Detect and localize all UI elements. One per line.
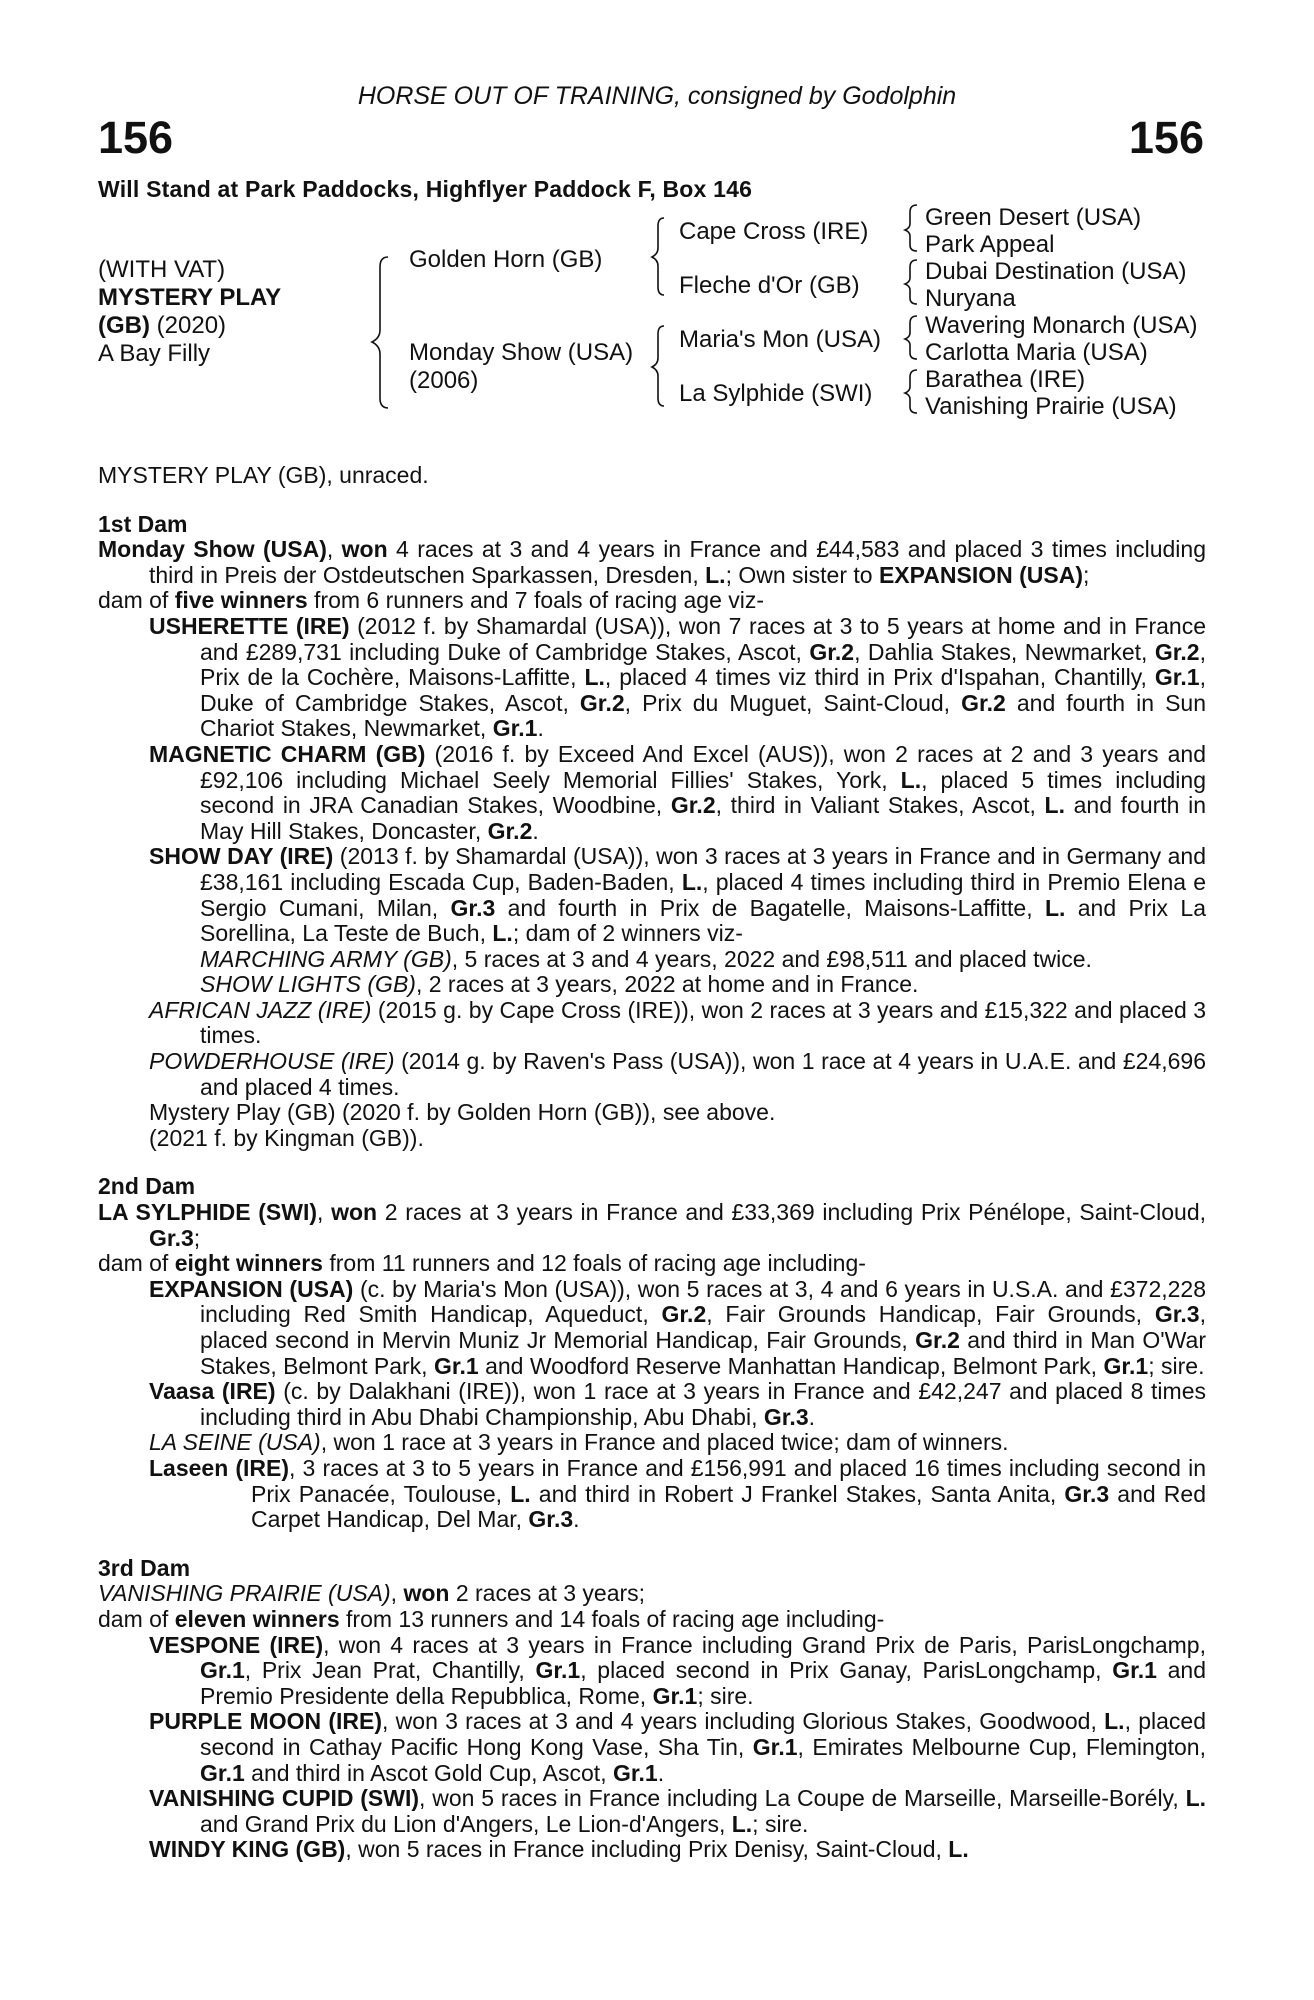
text: , placed second in Cathay Pacific Hong Kong Vase, Sha Tin, xyxy=(200,1708,1207,1760)
text: and Woodford Reserve Manhattan Handicap, Belmont Park, xyxy=(478,1352,1104,1379)
text: 2 races at 3 years; xyxy=(449,1580,646,1607)
text: and fourth in Prix de Bagatelle, Maisons-Laffitte, xyxy=(495,894,1045,921)
produce-name: USHERETTE (IRE) xyxy=(149,612,350,639)
grade: L. xyxy=(681,868,703,895)
text: from 6 runners and 7 foals of racing age viz- xyxy=(307,587,765,614)
text: . xyxy=(532,817,539,844)
produce-name: LA SEINE (USA) xyxy=(149,1429,321,1456)
grade: L. xyxy=(1044,894,1066,921)
grade: Gr.3 xyxy=(528,1506,574,1533)
text: , Prix Jean Prat, Chantilly, xyxy=(244,1657,536,1684)
produce-name: SHOW LIGHTS (GB) xyxy=(200,971,416,998)
grand-produce-entry xyxy=(98,1456,1206,1533)
text: and fourth in Sun Chariot Stakes, Newmarket, xyxy=(200,689,1206,742)
grade: Gr.3 xyxy=(450,894,496,921)
grade: Gr.1 xyxy=(1112,1657,1157,1684)
dam-dam: La Sylphide (SWI) xyxy=(679,380,873,407)
won: won xyxy=(331,1199,378,1226)
bracket-main xyxy=(372,257,388,408)
grade: Gr.1 xyxy=(752,1733,798,1760)
produce-name: PURPLE MOON (IRE) xyxy=(149,1708,383,1735)
third-dam-record xyxy=(98,1581,1206,1607)
text: , Prix de la Cochère, Maisons-Laffitte, xyxy=(200,638,1206,691)
produce-name: VESPONE (IRE) xyxy=(149,1631,324,1658)
winners-count: eleven winners xyxy=(174,1605,340,1632)
text: ; xyxy=(1083,561,1090,588)
bracket-g4 xyxy=(905,370,917,413)
second-dam-record: LA SYLPHIDE (SWI), won 2 races at 3 years in France and £33,369 including Prix Pénélope, Saint-Cloud, Gr.3; xyxy=(98,1199,1207,1251)
produce-entry xyxy=(98,1633,1206,1710)
text: dam of xyxy=(98,1605,175,1632)
sire-sire: Cape Cross (IRE) xyxy=(679,218,869,245)
second-dam-name: LA SYLPHIDE (SWI) xyxy=(98,1199,317,1226)
text: ; dam of 2 winners viz- xyxy=(512,920,743,947)
produce-name: MARCHING ARMY (GB) xyxy=(200,945,452,972)
catalogue-subtitle: HORSE OUT OF TRAINING, consigned by Godolphin xyxy=(357,82,957,110)
text: 2 races at 3 years in France and £33,369 including Prix Pénélope, Saint-Cloud, xyxy=(377,1199,1207,1226)
grand-produce-entry xyxy=(98,972,1206,998)
text: , Fair Grounds Handicap, Fair Grounds, xyxy=(706,1301,1155,1328)
horse-name: MYSTERY PLAY xyxy=(98,284,282,311)
grade: Gr.2 xyxy=(809,638,855,665)
grade: L. xyxy=(948,1836,969,1863)
text: and fourth in May Hill Stakes, Doncaster, xyxy=(200,792,1207,844)
text: ; sire. xyxy=(752,1810,809,1837)
produce-name: WINDY KING (GB) xyxy=(149,1836,346,1863)
text: , placed 4 times viz third in Prix d'Ispahan, Chantilly, xyxy=(604,664,1155,691)
grade: Gr.1 xyxy=(1154,664,1200,691)
third-dam-name: VANISHING PRAIRIE (USA) xyxy=(98,1580,391,1607)
text: ; sire. xyxy=(1148,1352,1205,1379)
grade: L. xyxy=(731,1810,753,1837)
grade: Gr.2 xyxy=(579,689,625,716)
first-dam-heading: 1st Dam xyxy=(98,510,188,537)
text: (2015 g. by Cape Cross (IRE)), won 2 races at 3 years and £15,322 and placed 3 times. xyxy=(200,996,1206,1049)
text: dam of xyxy=(98,1250,175,1277)
text: , Duke of Cambridge Stakes, Ascot, xyxy=(200,664,1206,716)
text: and Prix La Sorellina, La Teste de Buch, xyxy=(200,894,1206,947)
produce-name: SHOW DAY (IRE) xyxy=(149,843,334,870)
text: . xyxy=(657,1759,665,1786)
produce-entry xyxy=(98,844,1206,946)
text: and Red Carpet Handicap, Del Mar, xyxy=(251,1480,1206,1533)
horse-country: (GB) xyxy=(98,312,150,339)
produce-entry: Mystery Play (GB) (2020 f. by Golden Horn (GB)), see above. xyxy=(149,1099,776,1126)
bracket-g2 xyxy=(905,260,917,304)
produce-name: Vaasa (IRE) xyxy=(149,1378,276,1405)
grade: L. xyxy=(492,920,513,947)
first-dam-name: Monday Show (USA) xyxy=(98,536,327,563)
grade: Gr.1 xyxy=(492,715,538,742)
text: . xyxy=(808,1403,816,1430)
grade: Gr.1 xyxy=(535,1657,581,1684)
first-dam-produce-summary xyxy=(98,588,1206,614)
bracket-g1 xyxy=(905,205,917,251)
text: , 2 races at 3 years, 2022 at home and in France. xyxy=(415,971,919,998)
grandsire-8: Vanishing Prairie (USA) xyxy=(925,393,1177,420)
produce-name: Laseen (IRE) xyxy=(149,1454,290,1481)
winners-count: five winners xyxy=(174,587,308,614)
horse-vat: (WITH VAT) xyxy=(98,256,226,283)
won: won xyxy=(403,1580,450,1607)
produce-entry xyxy=(98,742,1206,844)
text: , placed 4 times including third in Premio Elena e Sergio Cumani, Milan, xyxy=(200,868,1206,921)
horse-description: A Bay Filly xyxy=(98,340,211,367)
produce-entry xyxy=(98,1277,1206,1379)
grade: Gr.1 xyxy=(1103,1352,1149,1379)
grade: Gr.2 xyxy=(1154,638,1200,665)
grandsire-1: Green Desert (USA) xyxy=(925,204,1142,231)
produce-entry xyxy=(98,1430,1206,1456)
first-dam-record: Monday Show (USA), won 4 races at 3 and 4 years in France and £44,583 and placed 3 times including third in Preis der Ostdeutschen Sparkassen, Dresden, L.; Own sister to EXPANSION (USA); xyxy=(98,536,1206,588)
text: and Premio Presidente della Repubblica, Rome, xyxy=(200,1657,1206,1709)
text: , placed second in Mervin Muniz Jr Memorial Handicap, Fair Grounds, xyxy=(200,1301,1206,1353)
stand-location: Will Stand at Park Paddocks, Highflyer Paddock F, Box 146 xyxy=(98,176,753,202)
text: ; Own sister to xyxy=(725,561,879,588)
grade: L. xyxy=(510,1480,531,1507)
text: dam of xyxy=(98,587,175,614)
produce-name: MAGNETIC CHARM (GB) xyxy=(149,740,426,767)
text: from 13 runners and 14 foals of racing age including- xyxy=(339,1605,885,1632)
produce-entry xyxy=(98,1837,1206,1863)
text: (2012 f. by Shamardal (USA)), won 7 races at 3 to 5 years at home and in France and £289,731 including Duke of Cambridge Stakes, Ascot, xyxy=(200,612,1206,665)
text: (c. by Dalakhani (IRE)), won 1 race at 3 years in France and £42,247 and placed 8 times including third in Abu Dhabi Championship, Abu Dhabi, xyxy=(200,1378,1206,1430)
text: and third in Man O'War Stakes, Belmont Park, xyxy=(200,1327,1206,1379)
text: (2014 g. by Raven's Pass (USA)), won 1 race at 4 years in U.A.E. and £24,696 and placed 4 times. xyxy=(200,1048,1206,1100)
grade: Gr.1 xyxy=(200,1759,245,1786)
winners-count: eight winners xyxy=(174,1250,323,1277)
text: and third in Ascot Gold Cup, Ascot, xyxy=(244,1759,613,1786)
grade: Gr.2 xyxy=(915,1327,960,1353)
grade: Gr.1 xyxy=(433,1352,479,1379)
bracket-dam xyxy=(652,326,664,406)
grand-produce-entry xyxy=(98,947,1206,973)
text: and Grand Prix du Lion d'Angers, Le Lion-d'Angers, xyxy=(200,1810,732,1837)
produce-name: VANISHING CUPID (SWI) xyxy=(149,1785,420,1812)
grandsire-5: Wavering Monarch (USA) xyxy=(925,312,1198,339)
grade: Gr.3 xyxy=(1064,1480,1110,1507)
summary-line: MYSTERY PLAY (GB), unraced. xyxy=(98,462,429,488)
grandsire-2: Park Appeal xyxy=(925,231,1055,258)
produce-entry: (2021 f. by Kingman (GB)). xyxy=(149,1124,424,1151)
grade: Gr.2 xyxy=(670,792,716,819)
second-dam-heading: 2nd Dam xyxy=(98,1173,196,1200)
grade: L. xyxy=(1044,792,1065,819)
grade: Gr.1 xyxy=(200,1657,245,1684)
own-sister-name: EXPANSION (USA) xyxy=(878,561,1083,588)
grade: Gr.2 xyxy=(961,689,1006,716)
text: , won 1 race at 3 years in France and placed twice; dam of winners. xyxy=(320,1429,1009,1456)
produce-name: AFRICAN JAZZ (IRE) xyxy=(149,996,372,1023)
grade: Gr.3 xyxy=(149,1224,194,1251)
sire: Golden Horn (GB) xyxy=(409,246,603,273)
text: (2016 f. by Exceed And Excel (AUS)), won 2 races at 2 and 3 years and £92,106 including Michael Seely Memorial Fillies' Stakes, York, xyxy=(200,740,1206,793)
text: . xyxy=(573,1506,580,1533)
text: ; xyxy=(193,1224,201,1251)
text: from 11 runners and 12 foals of racing age including- xyxy=(322,1250,866,1277)
grade: Gr.1 xyxy=(612,1759,658,1786)
dam-sire: Maria's Mon (USA) xyxy=(679,326,881,353)
text: , 3 races at 3 to 5 years in France and £156,991 and placed 16 times including second in Prix Panacée, Toulouse, xyxy=(251,1454,1206,1507)
catalogue-body xyxy=(98,463,1206,1863)
produce-entry xyxy=(98,614,1206,742)
lot-number-right: 156 xyxy=(1128,112,1204,163)
text: (2013 f. by Shamardal (USA)), won 3 races at 3 years in France and in Germany and £38,161 including Escada Cup, Baden-Baden, xyxy=(200,843,1206,895)
third-dam-heading: 3rd Dam xyxy=(98,1554,191,1581)
produce-name: EXPANSION (USA) xyxy=(149,1275,354,1302)
horse-year: (2020) xyxy=(156,312,227,339)
produce-entry xyxy=(98,998,1206,1049)
produce-entry xyxy=(98,1786,1206,1837)
text: . xyxy=(537,715,544,742)
bracket-g3 xyxy=(905,316,917,359)
text: , placed second in Prix Ganay, ParisLongchamp, xyxy=(580,1657,1113,1684)
bracket-sire xyxy=(652,218,664,295)
sire-dam: Fleche d'Or (GB) xyxy=(679,272,860,299)
text: , xyxy=(390,1580,404,1607)
grandsire-6: Carlotta Maria (USA) xyxy=(925,339,1148,366)
text: , Prix du Muguet, Saint-Cloud, xyxy=(624,689,962,716)
grade: Gr.3 xyxy=(1154,1301,1200,1328)
grade: Gr.1 xyxy=(652,1682,698,1709)
listed-mark: L. xyxy=(705,561,726,588)
grade: L. xyxy=(1185,1785,1207,1812)
text: 4 races at 3 and 4 years in France and £44,583 and placed 3 times including third in Preis der Ostdeutschen Sparkassen, Dresden, xyxy=(149,536,1206,588)
grade: Gr.3 xyxy=(763,1403,809,1430)
second-dam-produce-summary xyxy=(98,1251,1206,1277)
grade: Gr.2 xyxy=(487,817,533,844)
dam: Monday Show (USA) xyxy=(409,339,634,366)
produce-entry xyxy=(98,1049,1206,1100)
grade: L. xyxy=(900,766,922,793)
first-dam-won: won xyxy=(341,536,388,563)
third-dam-produce-summary xyxy=(98,1607,1206,1633)
produce-entry xyxy=(98,1379,1206,1430)
grandsire-4: Nuryana xyxy=(925,285,1016,312)
grade: Gr.2 xyxy=(661,1301,707,1328)
lot-number-left: 156 xyxy=(98,112,174,163)
grade: L. xyxy=(584,664,605,691)
grade: L. xyxy=(1104,1708,1125,1735)
text: (c. by Maria's Mon (USA)), won 5 races at 3, 4 and 6 years in U.S.A. and £372,228 including Red Smith Handicap, Aqueduct, xyxy=(200,1275,1206,1328)
text: , won 5 races in France including La Coupe de Marseille, Marseille-Borély, xyxy=(419,1785,1186,1812)
text: and third in Robert J Frankel Stakes, Santa Anita, xyxy=(530,1480,1065,1507)
produce-entry xyxy=(98,1709,1206,1786)
text: , Dahlia Stakes, Newmarket, xyxy=(854,638,1155,665)
grandsire-7: Barathea (IRE) xyxy=(925,366,1086,393)
text: , Emirates Melbourne Cup, Flemington, xyxy=(797,1733,1206,1760)
dam-year: (2006) xyxy=(409,367,479,394)
produce-name: POWDERHOUSE (IRE) xyxy=(149,1048,395,1075)
text: , 5 races at 3 and 4 years, 2022 and £98,511 and placed twice. xyxy=(451,945,1092,972)
text: , placed 5 times including second in JRA Canadian Stakes, Woodbine, xyxy=(200,766,1206,819)
text: ; sire. xyxy=(697,1682,754,1709)
text: , won 3 races at 3 and 4 years including Glorious Stakes, Goodwood, xyxy=(382,1708,1105,1735)
text: , won 5 races in France including Prix Denisy, Saint-Cloud, xyxy=(345,1836,949,1863)
text: , third in Valiant Stakes, Ascot, xyxy=(715,792,1045,819)
text: , won 4 races at 3 years in France including Grand Prix de Paris, ParisLongchamp, xyxy=(323,1631,1206,1658)
grandsire-3: Dubai Destination (USA) xyxy=(925,258,1187,285)
